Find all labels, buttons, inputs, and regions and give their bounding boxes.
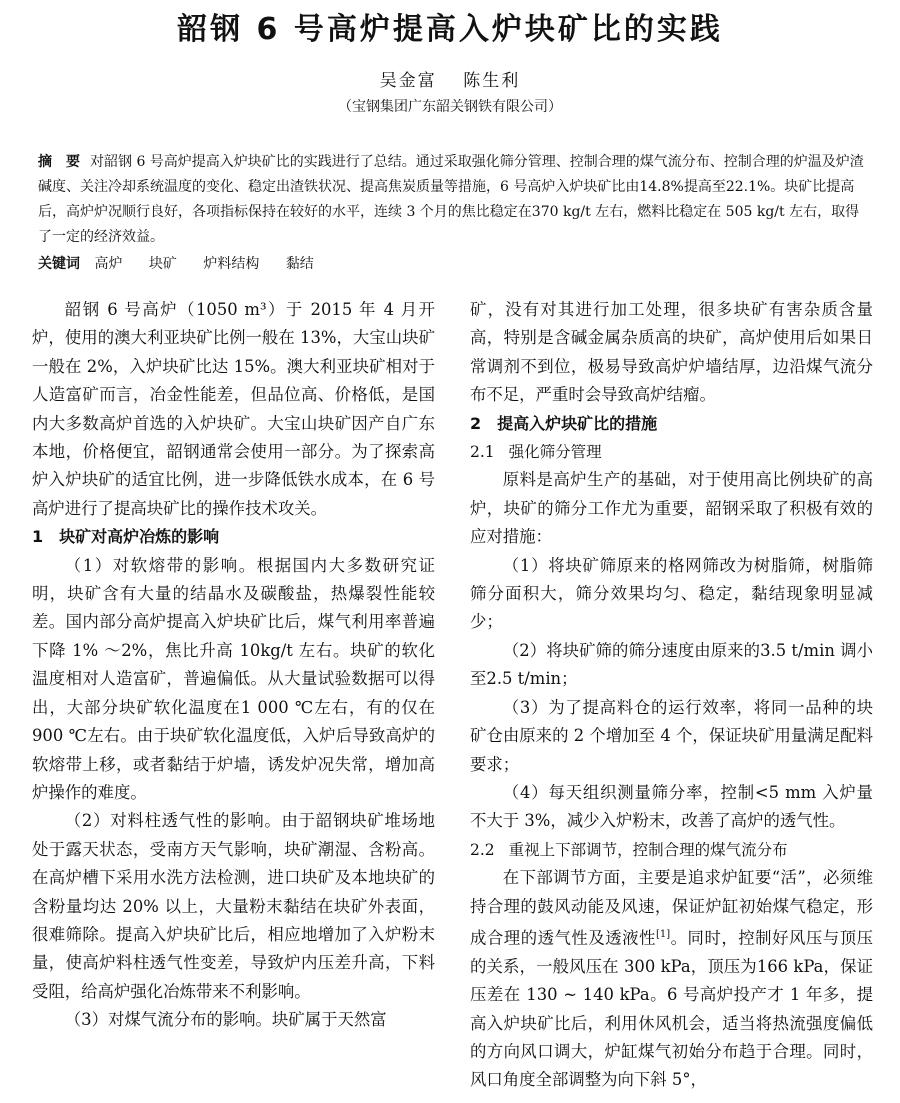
- citation-ref[interactable]: [1]: [655, 928, 671, 940]
- paper-title: 韶钢 6 号高炉提高入炉块矿比的实践: [177, 12, 723, 47]
- body-paragraph: 矿，没有对其进行加工处理，很多块矿有害杂质含量高，特别是含碱金属杂质高的块矿，高炉使用后如果日常调剂不到位，极易导致高炉炉墙结厚，边沿煤气流分布不足，严重时会导致高炉结瘤。: [470, 300, 873, 405]
- right-column: [470, 296, 873, 1095]
- keywords-label: 关键词: [38, 256, 80, 272]
- body-paragraph: （4）每天组织测量筛分率，控制<5 mm 入炉量不大于 3%，减少入炉粉末，改善了高炉的透气性。: [470, 782, 873, 831]
- abstract-label: 摘 要: [38, 154, 80, 170]
- abstract-text: 对韶钢 6 号高炉提高入炉块矿比的实践进行了总结。通过采取强化筛分管理、控制合理的煤气流分布、控制合理的炉温及炉渣碱度、关注冷却系统温度的变化、稳定出渣铁状况、提高焦炭质量等措施，6 号高炉入炉块矿比由14.8%提高至22.1%。块矿比提高后，高炉炉况顺行良好，各项指标保持在较好的水平，连续 3 个月的焦比稳定在370 kg/t 左右，燃料比稳定在 505 kg/t 左右，取得了一定的经济效益。: [38, 154, 864, 245]
- body-paragraph: （1）对软熔带的影响。根据国内大多数研究证明，块矿含有大量的结晶水及碳酸盐，热爆裂性能较差。国内部分高炉提高入炉块矿比后，煤气利用率普遍下降 1% ～2%，焦比升高 10kg/t 左右。块矿的软化温度相对人造富矿，普遍偏低。从大量试验数据可以得出，大部分块矿软化温度在1 000 ℃左右，有的仅在 900 ℃左右。由于块矿软化温度低，入炉后导致高炉的软熔带上移，或者黏结于炉墙，诱发炉况失常，增加高炉操作的难度。: [32, 555, 435, 802]
- authors: 吴金富 陈生利: [379, 71, 521, 91]
- section-2-heading: 2 提高入炉块矿比的措施: [470, 413, 658, 433]
- left-column: [32, 296, 435, 1035]
- body-paragraph: 原料是高炉生产的基础，对于使用高比例块矿的高炉，块矿的筛分工作尤为重要，韶钢采取了积极有效的应对措施：: [470, 470, 873, 547]
- intro-paragraph: 韶钢 6 号高炉（1050 m³）于 2015 年 4 月开炉，使用的澳大利亚块矿比例一般在 13%，大宝山块矿一般在 2%，入炉块矿比达 15%。澳大利亚块矿相对于人造富矿而言，冶金性能差，但品位高、价格低，是国内大多数高炉首选的入炉块矿。大宝山块矿因产自广东本地，价格便宜，韶钢通常会使用一部分。为了探索高炉入炉块矿的适宜比例，进一步降低铁水成本，在 6 号高炉进行了提高块矿比的操作技术攻关。: [32, 300, 435, 518]
- subsection-number: 2.1: [470, 443, 495, 462]
- body-paragraph: （3）为了提高料仓的运行效率，将同一品种的块矿仓由原来的 2 个增加至 4 个，保证块矿用量满足配料要求；: [470, 697, 873, 774]
- affiliation: （宝钢集团广东韶关钢铁有限公司）: [338, 99, 562, 115]
- body-paragraph: [470, 864, 873, 1095]
- body-paragraph: （2）将块矿筛的筛分速度由原来的3.5 t/min 调小至2.5 t/min；: [470, 640, 873, 689]
- body-paragraph: （2）对料柱透气性的影响。由于韶钢块矿堆场地处于露天状态，受南方天气影响，块矿潮湿、含粉高。在高炉槽下采用水洗方法检测，进口块矿及本地块矿的含粉量均达 20% 以上，大量粉末黏结在块矿外表面，很难筛除。提高入炉块矿比后，相应地增加了入炉粉末量，使高炉料柱透气性变差，导致炉内压差升高，下料受阻，给高炉强化冶炼带来不利影响。: [32, 811, 435, 1001]
- section-1-heading: 1 块矿对高炉冶炼的影响: [32, 527, 220, 547]
- paragraph-text: 。同时，控制好风压与顶压的关系，一般风压在 300 kPa，顶压为166 kPa，保证压差在 130 ~ 140 kPa。6 号高炉投产才 1 年多，提高入炉块矿比后，利用休风机会，适当将热流强度偏低的方向风口调大，炉缸煤气初始分布趋于合理。同时，风口角度全部调整为向下斜 5°，: [470, 928, 874, 1090]
- subsection-2-2-heading: [470, 836, 873, 864]
- subsection-2-1-heading: [470, 438, 873, 466]
- keywords-line: [38, 252, 866, 277]
- subsection-title: 重视上下部调节，控制合理的煤气流分布: [508, 840, 788, 859]
- body-paragraph: （1）将块矿筛原来的格网筛改为树脂筛，树脂筛筛分面积大，筛分效果均匀、稳定，黏结现象明显减少；: [470, 555, 873, 632]
- keyword-item: 块矿: [148, 256, 177, 272]
- body-paragraph: （3）对煤气流分布的影响。块矿属于天然富: [64, 1010, 387, 1030]
- subsection-title: 强化筛分管理: [508, 443, 602, 462]
- subsection-number: 2.2: [470, 840, 495, 859]
- abstract-paragraph: [38, 150, 866, 250]
- abstract-block: [38, 150, 866, 277]
- keyword-item: 黏结: [285, 256, 314, 272]
- paragraph-text: 在下部调节方面，主要是追求炉缸要“活”，必须维持合理的鼓风动能及风速，保证炉缸初始煤气稳定，形成合理的透气性及透液性: [470, 868, 873, 948]
- keyword-item: 高炉: [94, 256, 123, 272]
- keyword-item: 炉料结构: [203, 256, 260, 272]
